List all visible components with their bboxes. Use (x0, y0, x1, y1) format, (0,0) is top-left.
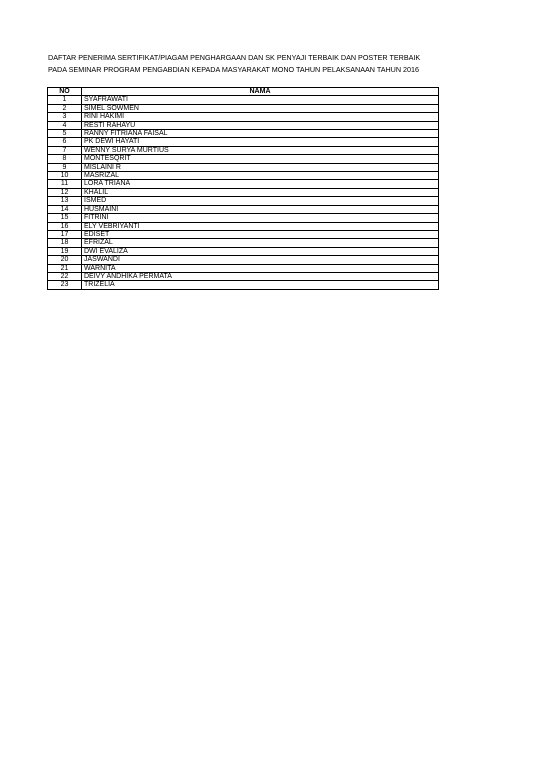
row-number: 14 (48, 205, 82, 213)
table-row (48, 180, 439, 188)
table-row (48, 172, 439, 180)
recipient-name: DWI EVALIZA (82, 247, 439, 255)
recipient-name: WARNITA (82, 264, 439, 272)
table-row (48, 104, 439, 112)
table-row (48, 205, 439, 213)
recipient-name: MASRIZAL (82, 172, 439, 180)
recipient-name: RINI HAKIMI (82, 113, 439, 121)
row-number: 16 (48, 222, 82, 230)
row-number: 7 (48, 146, 82, 154)
row-number: 5 (48, 130, 82, 138)
table-row (48, 197, 439, 205)
row-number: 8 (48, 155, 82, 163)
table-row (48, 272, 439, 280)
recipient-name: PK DEWI HAYATI (82, 138, 439, 146)
row-number: 3 (48, 113, 82, 121)
recipient-name: MISLAINI R (82, 163, 439, 171)
recipient-name: SYAFRAWATI (82, 96, 439, 104)
recipient-name: TRIZELIA (82, 281, 439, 289)
recipient-name: ISMED (82, 197, 439, 205)
recipient-name: MONTESQRIT (82, 155, 439, 163)
row-number: 6 (48, 138, 82, 146)
recipient-name: LORA TRIANA (82, 180, 439, 188)
row-number: 11 (48, 180, 82, 188)
recipient-name: RESTI RAHAYU (82, 121, 439, 129)
table-row (48, 264, 439, 272)
row-number: 10 (48, 172, 82, 180)
recipient-name: SIMEL SOWMEN (82, 104, 439, 112)
recipient-name: FITRINI (82, 214, 439, 222)
recipient-name: DEIVY ANDHIKA PERMATA (82, 272, 439, 280)
row-number: 20 (48, 256, 82, 264)
table-row (48, 230, 439, 238)
table-row (48, 155, 439, 163)
table-row (48, 281, 439, 289)
column-header-nama: NAMA (82, 88, 439, 96)
row-number: 12 (48, 188, 82, 196)
table-row (48, 146, 439, 154)
row-number: 2 (48, 104, 82, 112)
row-number: 13 (48, 197, 82, 205)
table-row (48, 239, 439, 247)
table-row (48, 247, 439, 255)
table-row (48, 96, 439, 104)
table-header-row (48, 88, 439, 96)
table-row (48, 256, 439, 264)
recipient-name: KHALIL (82, 188, 439, 196)
title-line-1: DAFTAR PENERIMA SERTIFIKAT/PIAGAM PENGHARGAAN DAN SK PENYAJI TERBAIK DAN POSTER TERBAIK (48, 53, 421, 62)
document-title (48, 52, 508, 76)
recipient-name: ELY VEBRIYANTI (82, 222, 439, 230)
row-number: 21 (48, 264, 82, 272)
row-number: 23 (48, 281, 82, 289)
row-number: 1 (48, 96, 82, 104)
column-header-no: NO (48, 88, 82, 96)
table-row (48, 163, 439, 171)
row-number: 19 (48, 247, 82, 255)
table-row (48, 130, 439, 138)
table-row (48, 113, 439, 121)
row-number: 22 (48, 272, 82, 280)
recipient-name: WENNY SURYA MURTIUS (82, 146, 439, 154)
title-line-2: PADA SEMINAR PROGRAM PENGABDIAN KEPADA MASYARAKAT MONO TAHUN PELAKSANAAN TAHUN 2016 (48, 65, 420, 74)
table-row (48, 138, 439, 146)
row-number: 4 (48, 121, 82, 129)
recipient-name: HUSMAINI (82, 205, 439, 213)
row-number: 17 (48, 230, 82, 238)
row-number: 18 (48, 239, 82, 247)
row-number: 15 (48, 214, 82, 222)
table-row (48, 222, 439, 230)
recipient-name: JASWANDI (82, 256, 439, 264)
recipient-name: EDISET (82, 230, 439, 238)
table-row (48, 121, 439, 129)
table-row (48, 188, 439, 196)
recipient-table (47, 87, 439, 290)
table-row (48, 214, 439, 222)
recipient-name: RANNY FITRIANA FAISAL (82, 130, 439, 138)
recipient-name: EFRIZAL (82, 239, 439, 247)
row-number: 9 (48, 163, 82, 171)
table-body (48, 96, 439, 289)
